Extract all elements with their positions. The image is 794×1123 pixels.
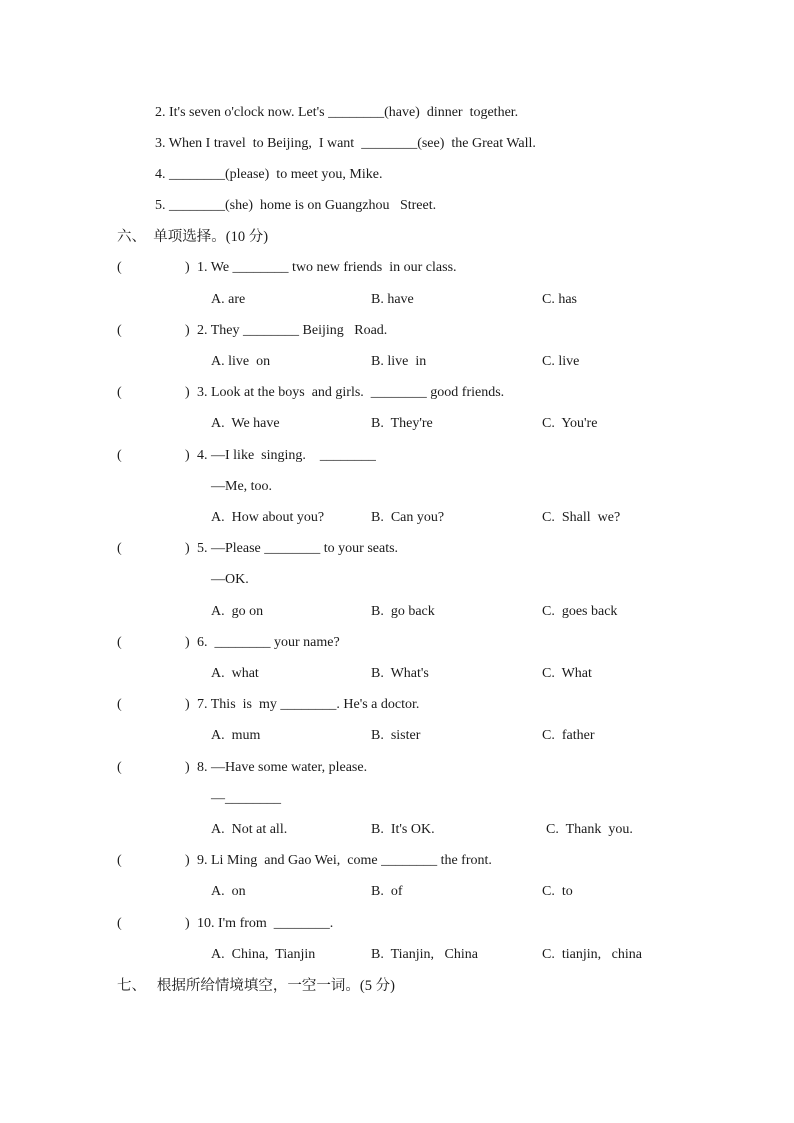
question-5-option-b: B. go back — [371, 604, 435, 619]
question-3-option-b: B. They're — [371, 416, 433, 431]
question-2-option-b: B. live in — [371, 354, 427, 369]
question-1-option-c: C. has — [542, 292, 577, 307]
answer-paren-open: ( — [117, 853, 122, 868]
question-6-option-c: C. What — [542, 666, 592, 681]
answer-paren-open: ( — [117, 541, 122, 556]
question-5-option-c: C. goes back — [542, 604, 618, 619]
fill-item: 5. ________(she) home is on Guangzhou Street. — [155, 198, 437, 213]
answer-paren-open: ( — [117, 697, 122, 712]
question-3-option-c: C. You're — [542, 416, 598, 431]
answer-paren-close: ) — [185, 853, 190, 868]
answer-paren-open: ( — [117, 916, 122, 931]
fill-item: 4. ________(please) to meet you, Mike. — [155, 167, 383, 182]
question-4-reply: —Me, too. — [211, 479, 273, 494]
answer-paren-close: ) — [185, 323, 190, 338]
question-8-reply: —________ — [211, 791, 281, 806]
answer-paren-open: ( — [117, 323, 122, 338]
question-2-option-c: C. live — [542, 354, 580, 369]
question-10-option-c: C. tianjin, china — [542, 947, 642, 962]
answer-paren-close: ) — [185, 916, 190, 931]
question-6-stem: 6. ________ your name? — [197, 635, 340, 650]
question-6-option-b: B. What's — [371, 666, 429, 681]
question-3-stem: 3. Look at the boys and girls. ________ good friends. — [197, 385, 505, 400]
answer-paren-close: ) — [185, 760, 190, 775]
question-2-option-a: A. live on — [211, 354, 271, 369]
question-9-option-a: A. on — [211, 884, 246, 899]
question-4-option-c: C. Shall we? — [542, 510, 621, 525]
section-6-heading: 六、 单项选择。(10 分) — [117, 229, 269, 245]
question-10-stem: 10. I'm from ________. — [197, 916, 334, 931]
question-4-option-a: A. How about you? — [211, 510, 325, 525]
question-9-option-c: C. to — [542, 884, 573, 899]
question-3-option-a: A. We have — [211, 416, 280, 431]
question-8-option-a: A. Not at all. — [211, 822, 288, 837]
question-10-option-b: B. Tianjin, China — [371, 947, 478, 962]
question-7-option-c: C. father — [542, 728, 595, 743]
answer-paren-close: ) — [185, 385, 190, 400]
question-5-option-a: A. go on — [211, 604, 264, 619]
answer-paren-open: ( — [117, 385, 122, 400]
answer-paren-close: ) — [185, 541, 190, 556]
question-5-stem: 5. —Please ________ to your seats. — [197, 541, 399, 556]
fill-item: 3. When I travel to Beijing, I want ________(see) the Great Wall. — [155, 136, 536, 151]
question-7-option-a: A. mum — [211, 728, 261, 743]
answer-paren-close: ) — [185, 635, 190, 650]
question-8-stem: 8. —Have some water, please. — [197, 760, 368, 775]
question-8-option-b: B. It's OK. — [371, 822, 435, 837]
question-6-option-a: A. what — [211, 666, 259, 681]
question-9-stem: 9. Li Ming and Gao Wei, come ________ the front. — [197, 853, 492, 868]
answer-paren-close: ) — [185, 697, 190, 712]
fill-item: 2. It's seven o'clock now. Let's ________(have) dinner together. — [155, 105, 519, 120]
answer-paren-open: ( — [117, 448, 122, 463]
answer-paren-close: ) — [185, 448, 190, 463]
question-4-option-b: B. Can you? — [371, 510, 445, 525]
question-7-option-b: B. sister — [371, 728, 421, 743]
answer-paren-open: ( — [117, 760, 122, 775]
question-9-option-b: B. of — [371, 884, 403, 899]
question-1-option-b: B. have — [371, 292, 414, 307]
section-7-heading: 七、 根据所给情境填空，一空一词。(5 分) — [117, 978, 395, 994]
question-4-stem: 4. —I like singing. ________ — [197, 448, 376, 463]
question-1-stem: 1. We ________ two new friends in our class. — [197, 260, 457, 275]
question-8-option-c: C. Thank you. — [546, 822, 633, 837]
answer-paren-open: ( — [117, 260, 122, 275]
answer-paren-open: ( — [117, 635, 122, 650]
question-2-stem: 2. They ________ Beijing Road. — [197, 323, 388, 338]
question-10-option-a: A. China, Tianjin — [211, 947, 316, 962]
question-7-stem: 7. This is my ________. He's a doctor. — [197, 697, 420, 712]
question-1-option-a: A. are — [211, 292, 246, 307]
answer-paren-close: ) — [185, 260, 190, 275]
question-5-reply: —OK. — [211, 572, 249, 587]
